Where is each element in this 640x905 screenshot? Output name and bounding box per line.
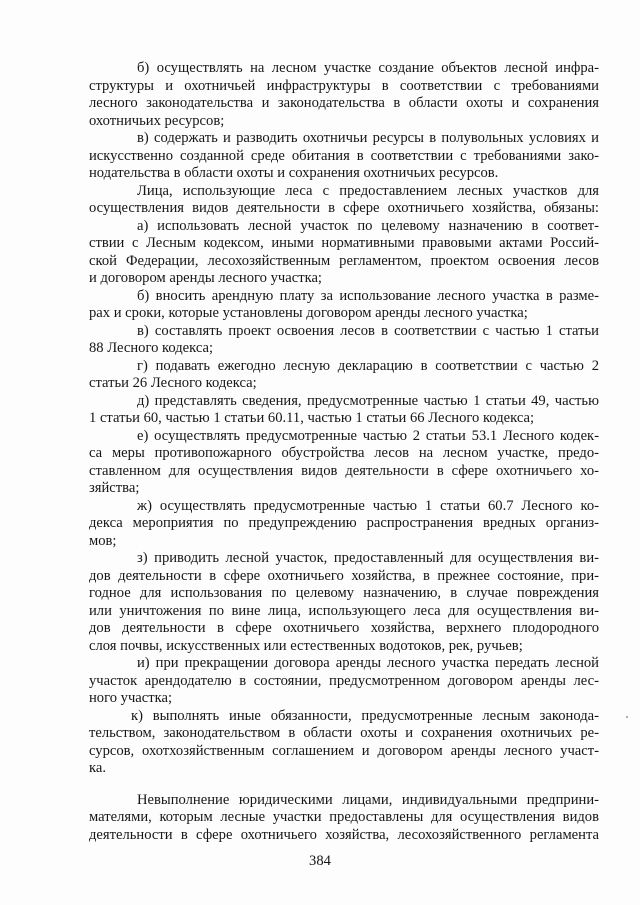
text-line: а) использовать лесной участок по целевому назначению в соответ- (137, 217, 599, 234)
text-line: з) приводить лесной участок, предоставленный для осуществления ви- (137, 550, 599, 566)
text-line: лесного законодательства и законодательства в области охоты и сохранения (89, 95, 599, 111)
scan-speck (626, 716, 628, 718)
text-line: 88 Лесного кодекса; (89, 340, 214, 356)
text-line: рах и сроки, которые установлены договором аренды лесного участка; (89, 305, 528, 321)
body-text (89, 60, 599, 844)
text-line: в) содержать и разводить охотничьи ресурсы в полувольных условиях и (137, 130, 599, 146)
text-line: г) подавать ежегодно лесную декларацию в соответствии с частью 2 (137, 357, 599, 374)
text-line: деятельности в сфере охотничьего хозяйства, лесохозяйственного регламента (89, 826, 599, 843)
text-line: осуществления видов деятельности в сфере охотничьего хозяйства, обязаны: (89, 200, 599, 216)
text-line: ставленном для осуществления видов деятельности в сфере охотничьего хо- (89, 462, 599, 479)
text-line: Невыполнение юридическими лицами, индивидуальными предприни- (137, 791, 599, 808)
text-line: ка. (89, 760, 106, 776)
text-line: нодательства в области охоты и сохранения охотничьих ресурсов. (89, 165, 499, 181)
text-line: ствии с Лесным кодексом, иными нормативными правовыми актами Россий- (89, 235, 599, 251)
text-line: или уничтожения по вине лица, использующего леса для осуществления ви- (89, 602, 599, 619)
text-line: искусственно созданной среде обитания в соответствии с требованиями зако- (89, 147, 599, 164)
text-line: д) представлять сведения, предусмотренные частью 1 статьи 49, частью (137, 392, 599, 409)
text-line: и) при прекращении договора аренды лесного участка передать лесной (137, 655, 599, 671)
text-line: ской Федерации, лесохозяйственным регламентом, проектом освоения лесов (89, 252, 599, 269)
text-line: и договором аренды лесного участка; (89, 270, 322, 286)
text-line: зяйства; (89, 480, 140, 496)
text-line: в) составлять проект освоения лесов в соответствии с частью 1 статьи (137, 322, 599, 339)
page-number: 384 (309, 853, 331, 869)
text-line: ж) осуществлять предусмотренные частью 1 статьи 60.7 Лесного ко- (137, 497, 599, 514)
text-line: к) выполнять иные обязанности, предусмотренные лесным законода- (131, 707, 599, 724)
text-line: Лица, использующие леса с предоставлением лесных участков для (137, 182, 599, 199)
text-line: е) осуществлять предусмотренные частью 2 статьи 53.1 Лесного кодек- (137, 427, 599, 444)
text-line: ного участка; (89, 690, 173, 706)
text-line: слоя почвы, искусственных или естественных водотоков, рек, ручьев; (89, 637, 523, 654)
text-line: участок арендодателю в состоянии, предусмотренном договором аренды лес- (89, 672, 599, 689)
text-line: б) осуществлять на лесном участке создание объектов лесной инфра- (137, 60, 599, 76)
text-line: статьи 26 Лесного кодекса; (89, 375, 257, 391)
text-line: мов; (89, 532, 117, 549)
text-line: мателями, которым лесные участки предоставлены для осуществления видов (89, 809, 599, 825)
text-line: структуры и охотничьей инфраструктуры в соответствии с требованиями (89, 77, 599, 94)
text-line: сурсов, охотхозяйственным соглашением и договором аренды лесного участ- (89, 742, 599, 759)
text-line: са меры противопожарного обустройства лесов на лесном участке, предо- (89, 445, 599, 461)
text-line: годное для использования по целевому назначению, в случае повреждения (89, 585, 599, 601)
text-line: дов деятельности в сфере охотничьего хозяйства, верхнего плодородного (89, 620, 599, 636)
text-line: тельством, законодательством в области охоты и сохранения охотничьих ре- (89, 725, 599, 741)
text-line: 1 статьи 60, частью 1 статьи 60.11, частью 1 статьи 66 Лесного кодекса; (89, 410, 535, 426)
text-line: охотничьих ресурсов; (89, 112, 225, 129)
text-line: декса мероприятия по предупреждению распространения вредных организ- (89, 515, 599, 531)
text-line: б) вносить арендную плату за использование лесного участка в разме- (137, 287, 599, 304)
text-line: дов деятельности в сфере охотничьего хозяйства, в прежнее состояние, при- (89, 567, 599, 584)
